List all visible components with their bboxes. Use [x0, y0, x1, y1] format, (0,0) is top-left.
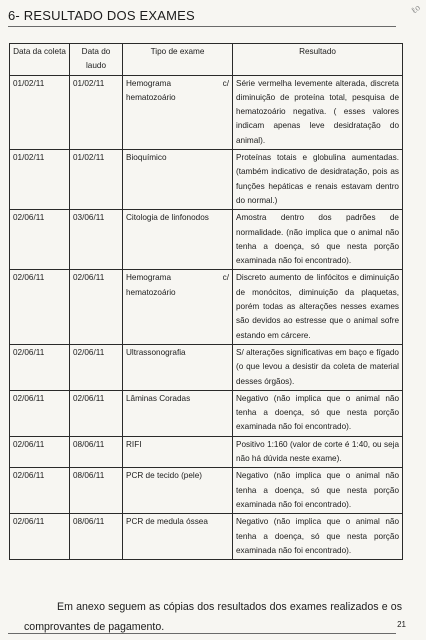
- cell-data-laudo: 01/02/11: [70, 75, 123, 149]
- table-row: [10, 436, 403, 468]
- cell-data-coleta: 01/02/11: [10, 150, 70, 210]
- title-divider: [8, 26, 396, 27]
- cell-data-laudo: 02/06/11: [70, 270, 123, 344]
- cell-data-laudo: 08/06/11: [70, 514, 123, 560]
- cell-tipo-exame: Bioquímico: [123, 150, 233, 210]
- cell-data-laudo: 02/06/11: [70, 344, 123, 390]
- footer-divider: [8, 633, 396, 634]
- table-row: [10, 75, 403, 149]
- cell-data-coleta: 02/06/11: [10, 344, 70, 390]
- table-row: [10, 390, 403, 436]
- cell-data-coleta: 02/06/11: [10, 468, 70, 514]
- header-tipo-exame: Tipo de exame: [123, 44, 233, 76]
- cell-resultado: Proteínas totais e globulina aumentadas. (também indicativo de desidratação, pois as funções hepáticas e renais estavam dentro do normal.): [233, 150, 403, 210]
- cell-data-laudo: 03/06/11: [70, 210, 123, 270]
- cell-tipo-exame: Citologia de linfonodos: [123, 210, 233, 270]
- cell-data-laudo: 02/06/11: [70, 390, 123, 436]
- cell-data-laudo: 08/06/11: [70, 468, 123, 514]
- table-row: [10, 344, 403, 390]
- cell-tipo-exame: Ultrassonografia: [123, 344, 233, 390]
- table-row: [10, 150, 403, 210]
- cell-data-laudo: 08/06/11: [70, 436, 123, 468]
- cell-data-coleta: 02/06/11: [10, 210, 70, 270]
- cell-data-coleta: 02/06/11: [10, 436, 70, 468]
- cell-data-laudo: 01/02/11: [70, 150, 123, 210]
- cell-tipo-exame: Hemograma c/ hematozoário: [123, 75, 233, 149]
- cell-tipo-exame: Hemograma c/ hematozoário: [123, 270, 233, 344]
- header-resultado: Resultado: [233, 44, 403, 76]
- cell-tipo-exame: PCR de medula óssea: [123, 514, 233, 560]
- header-data-laudo: Data do laudo: [70, 44, 123, 76]
- cell-data-coleta: 02/06/11: [10, 514, 70, 560]
- cell-resultado: Amostra dentro dos padrões de normalidade. (não implica que o animal não tenha a doença, só que nesta porção examinada não foi encontrado).: [233, 210, 403, 270]
- table-header-row: [10, 44, 403, 76]
- cell-resultado: Negativo (não implica que o animal não tenha a doença, só que nesta porção examinada não foi encontrado).: [233, 468, 403, 514]
- cell-data-coleta: 02/06/11: [10, 270, 70, 344]
- cell-resultado: Discreto aumento de linfócitos e diminuição de monócitos, diminuição da plaquetas, porém todas as alterações nesses exames são devidos ao estresse que o animal sofre estando em cárcere.: [233, 270, 403, 344]
- cell-data-coleta: 01/02/11: [10, 75, 70, 149]
- table-row: [10, 270, 403, 344]
- table-row: [10, 210, 403, 270]
- table-row: [10, 468, 403, 514]
- cell-tipo-exame: Lâminas Coradas: [123, 390, 233, 436]
- cell-resultado: Negativo (não implica que o animal não tenha a doença, só que nesta porção examinada não foi encontrado).: [233, 514, 403, 560]
- corner-handwritten-mark: ℓo: [409, 2, 423, 16]
- section-title: 6- RESULTADO DOS EXAMES: [8, 8, 195, 23]
- cell-tipo-exame: PCR de tecido (pele): [123, 468, 233, 514]
- table-row: [10, 514, 403, 560]
- cell-data-coleta: 02/06/11: [10, 390, 70, 436]
- cell-resultado: Série vermelha levemente alterada, discreta diminuição de proteína total, pesquisa de hematozoário negativa. ( esses valores indicam apenas leve desidratação do animal).: [233, 75, 403, 149]
- page-number: 21: [397, 620, 406, 629]
- cell-resultado: Positivo 1:160 (valor de corte é 1:40, ou seja não há dúvida neste exame).: [233, 436, 403, 468]
- cell-tipo-exame: RIFI: [123, 436, 233, 468]
- closing-paragraph: Em anexo seguem as cópias dos resultados dos exames realizados e os comprovantes de pagamento.: [24, 600, 402, 633]
- exam-results-table: [9, 43, 403, 560]
- header-data-coleta: Data da coleta: [10, 44, 70, 76]
- cell-resultado: S/ alterações significativas em baço e fígado (o que levou a desistir da coleta de material desses órgãos).: [233, 344, 403, 390]
- cell-resultado: Negativo (não implica que o animal não tenha a doença, só que nesta porção examinada não foi encontrado).: [233, 390, 403, 436]
